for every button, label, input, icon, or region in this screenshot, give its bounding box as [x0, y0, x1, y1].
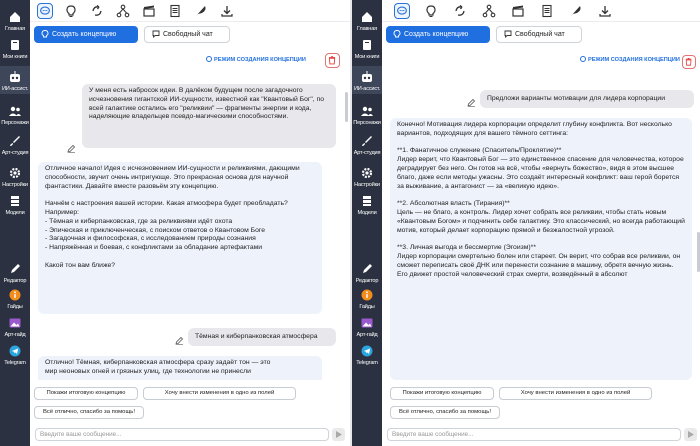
download-icon [219, 3, 235, 19]
user-message: У меня есть набросок идеи. В далёком будущем после загадочного исчезновения гигантской ИИ-сущности, известной как "Квантовый Бог", по всей галактике остались его "реликвии" — фрагменты энергии и кода, наделяющие владельцев псевдо-магическими способностями. [82, 84, 336, 148]
chat-bubble-icon [395, 4, 409, 18]
sidebar-item-books[interactable]: Мои книги [0, 38, 30, 60]
main-area [30, 0, 350, 446]
sidebar-item-ai-assistant[interactable]: ИИ-ассист. [0, 66, 30, 94]
telegram-icon [360, 344, 374, 358]
document-tool-button[interactable] [167, 3, 183, 19]
info-icon [8, 288, 22, 302]
network-icon [481, 3, 497, 19]
create-concept-button[interactable]: Создать концепцию [386, 26, 490, 43]
clapperboard-icon [510, 3, 526, 19]
book-icon [360, 38, 374, 52]
book-icon [8, 38, 22, 52]
send-button[interactable] [684, 428, 697, 441]
scene-tool-button[interactable] [510, 3, 526, 19]
message-input[interactable]: Введите ваше сообщение... [35, 428, 329, 441]
user-message: Тёмная и киберпанковская атмосфера [188, 328, 336, 346]
lightbulb-icon [423, 3, 439, 19]
sidebar-item-art-studio[interactable]: Арт-студия [352, 134, 382, 156]
send-icon [332, 428, 345, 441]
sidebar-item-telegram[interactable]: Telegram [0, 344, 30, 366]
ai-message: Отлично! Тёмная, киберпанковская атмосфера сразу задаёт тон — это мир неоновых огней и грязных улиц, где технологии не принесли [38, 356, 322, 380]
clear-chat-button[interactable] [325, 53, 340, 68]
pen-icon [8, 262, 22, 276]
home-icon [360, 10, 374, 24]
lightbulb-icon [580, 56, 586, 62]
sidebar-item-editor[interactable]: Редактор [0, 262, 30, 284]
robot-icon [8, 70, 22, 84]
lightbulb-icon [206, 56, 212, 62]
feather-icon [568, 3, 584, 19]
download-icon [597, 3, 613, 19]
sidebar [0, 0, 30, 446]
concept-mode-badge: РЕЖИМ СОЗДАНИЯ КОНЦЕПЦИИ [580, 55, 680, 66]
quick-reply-edit-field[interactable]: Хочу внести изменения в одно из полей [143, 387, 296, 400]
toolbar [382, 0, 700, 22]
sidebar-item-settings[interactable]: Настройки [352, 166, 382, 188]
chat-tool-button[interactable] [394, 3, 410, 19]
chat-history[interactable] [30, 72, 350, 380]
free-chat-button[interactable]: Свободный чат [144, 26, 230, 43]
sidebar-item-art-guide[interactable]: Арт-гайд [0, 316, 30, 338]
concept-mode-badge: РЕЖИМ СОЗДАНИЯ КОНЦЕПЦИИ [206, 55, 306, 66]
trash-icon [683, 56, 695, 68]
sidebar-item-home[interactable]: Главная [352, 10, 382, 32]
idea-tool-button[interactable] [423, 3, 439, 19]
sidebar-item-ai-assistant[interactable]: ИИ-ассист. [352, 66, 382, 94]
server-icon [8, 194, 22, 208]
sidebar-item-characters[interactable]: Персонажи [0, 104, 30, 126]
chat-history[interactable] [382, 72, 700, 380]
image-icon [8, 316, 22, 330]
message-composer [387, 428, 697, 441]
write-tool-button[interactable] [568, 3, 584, 19]
chat-tool-button[interactable] [37, 3, 53, 19]
sidebar-item-home[interactable]: Главная [0, 10, 30, 32]
create-concept-button[interactable]: Создать концепцию [34, 26, 138, 43]
feather-icon [193, 3, 209, 19]
rotate-icon [89, 3, 105, 19]
sidebar-item-models[interactable]: Модели [352, 194, 382, 216]
clapperboard-icon [141, 3, 157, 19]
sidebar-item-guides[interactable]: Гайды [0, 288, 30, 310]
undo-tool-button[interactable] [89, 3, 105, 19]
edit-icon[interactable] [467, 98, 476, 107]
idea-tool-button[interactable] [63, 3, 79, 19]
sidebar-item-models[interactable]: Модели [0, 194, 30, 216]
image-icon [360, 316, 374, 330]
brush-icon [360, 134, 374, 148]
users-icon [8, 104, 22, 118]
chat-icon [504, 30, 512, 38]
quick-reply-all-good[interactable]: Всё отлично, спасибо за помощь! [390, 406, 500, 419]
clear-chat-button[interactable] [682, 55, 696, 69]
structure-tool-button[interactable] [115, 3, 131, 19]
pen-icon [360, 262, 374, 276]
chat-icon [152, 30, 160, 38]
sidebar-item-characters[interactable]: Персонажи [352, 104, 382, 126]
write-tool-button[interactable] [193, 3, 209, 19]
ai-message: Отличное начало! Идея с исчезновением ИИ-сущности и реликвиями, дающими способности, звучит очень интригующе. Это прекрасная основа для научной фантастики. Давайте вместе разовьём эту концепцию. Начнём с настроения вашей истории. Какая атмосфера будет преобладать? Например: - Тёмная и киберпанковская, где за реликвиями идёт охота - Эпическая и приключенческая, с поиском ответов о Квантовом Боге - Загадочная и философская, с исследованием природы сознания - Напряжённая и боевая, с конфликтами за обладание артефактами Какой тон вам ближе? [38, 162, 322, 314]
chat-bubble-icon [38, 4, 52, 18]
document-tool-button[interactable] [539, 3, 555, 19]
sidebar [352, 0, 382, 446]
robot-icon [360, 70, 374, 84]
message-composer [35, 428, 345, 441]
sidebar-item-art-guide[interactable]: Арт-гайд [352, 316, 382, 338]
ai-message: Конечно! Мотивация лидера корпорации определит глубину конфликта. Вот несколько вариантов, подходящих для вашего тёмного сеттинга: **1. Фанатичное служение (Спаситель/Проклятие)** Лидер верит, что Квантовый Бог — это единственное спасение для человечества, которое деградирует без него. Он готов на всё, чтобы «вернуть божество», видя в этом высшее благо, даже если методы ужасны. Это создаёт интересный конфликт: ваш герой борется за выживание, а антагонист — за «великую идею». **2. Абсолютная власть (Тирания)** Цель — не благо, а контроль. Лидер хочет собрать все реликвии, чтобы стать новым «Квантовым Богом» и подчинить себе галактику. Это классический, но всегда работающий мотив, который делает корпорацию прямой и безжалостной угрозой. **3. Личная выгода и бессмертие (Эгоизм)** Лидер корпорации смертельно болен или стареет. Он верит, что собрав все реликвии, он сможет переписать своё ДНК или перенести сознание в машину, обретя вечную жизнь. Его движет простой человеческий страх смерти, возведённый в абсолют [390, 118, 692, 380]
undo-tool-button[interactable] [452, 3, 468, 19]
users-icon [360, 104, 374, 118]
export-tool-button[interactable] [597, 3, 613, 19]
document-icon [539, 3, 555, 19]
send-button[interactable] [332, 428, 345, 441]
sidebar-item-settings[interactable]: Настройки [0, 166, 30, 188]
sidebar-item-art-studio[interactable]: Арт-студия [0, 134, 30, 156]
scene-tool-button[interactable] [141, 3, 157, 19]
document-icon [167, 3, 183, 19]
chat-pane-right [352, 0, 700, 446]
server-icon [360, 194, 374, 208]
export-tool-button[interactable] [219, 3, 235, 19]
lightbulb-icon [63, 3, 79, 19]
sidebar-item-editor[interactable]: Редактор [352, 262, 382, 284]
scrollbar-thumb[interactable] [345, 92, 348, 122]
edit-icon[interactable] [67, 144, 76, 153]
message-input[interactable]: Введите ваше сообщение... [387, 428, 681, 441]
edit-icon[interactable] [175, 336, 184, 345]
quick-reply-all-good[interactable]: Всё отлично, спасибо за помощь! [34, 406, 144, 419]
lightbulb-icon [393, 30, 401, 38]
rotate-icon [452, 3, 468, 19]
quick-reply-edit-field[interactable]: Хочу внести изменения в одно из полей [499, 387, 652, 400]
user-message: Предложи варианты мотивации для лидера корпорации [480, 90, 694, 108]
structure-tool-button[interactable] [481, 3, 497, 19]
trash-icon [326, 54, 339, 67]
toolbar [30, 0, 350, 22]
quick-reply-show-concept[interactable]: Покажи итоговую концепцию [34, 387, 138, 400]
sidebar-item-guides[interactable]: Гайды [352, 288, 382, 310]
send-icon [684, 428, 697, 441]
sidebar-item-books[interactable]: Мои книги [352, 38, 382, 60]
quick-reply-show-concept[interactable]: Покажи итоговую концепцию [390, 387, 494, 400]
gear-icon [360, 166, 374, 180]
network-icon [115, 3, 131, 19]
home-icon [8, 10, 22, 24]
brush-icon [8, 134, 22, 148]
main-area [382, 0, 700, 446]
info-icon [360, 288, 374, 302]
lightbulb-icon [41, 30, 49, 38]
free-chat-button[interactable]: Свободный чат [496, 26, 582, 43]
gear-icon [8, 166, 22, 180]
sidebar-item-telegram[interactable]: Telegram [352, 344, 382, 366]
telegram-icon [8, 344, 22, 358]
